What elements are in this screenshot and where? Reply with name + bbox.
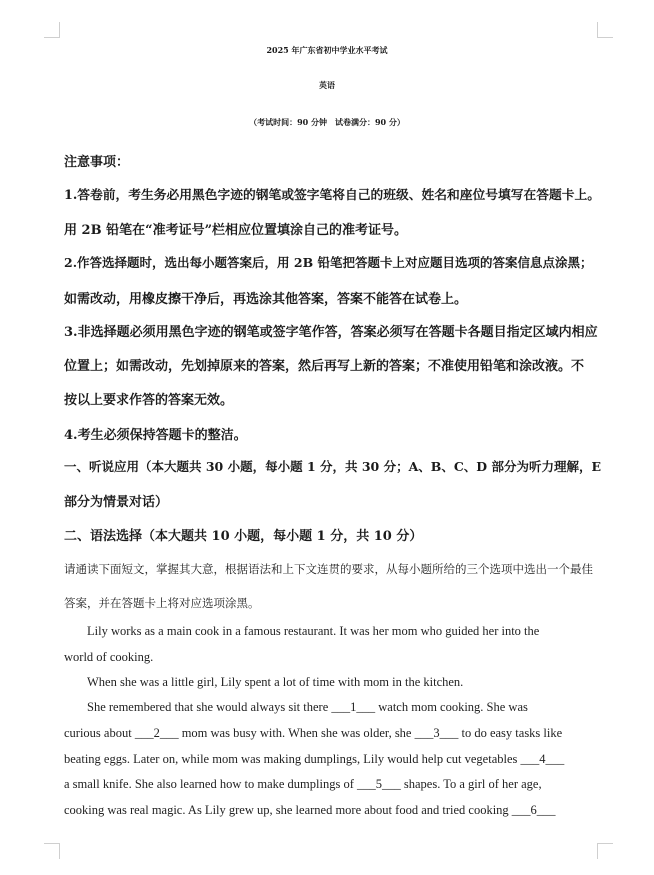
crop-mark-bottom-left: [44, 843, 60, 859]
notes-heading: 注意事项：: [64, 155, 130, 170]
section2-heading: 二、语法选择（本大题共 10 小题，每小题 1 分，共 10 分）: [64, 529, 423, 544]
crop-mark-top-left: [44, 22, 60, 38]
note-line-8: 4.考生必须保持答题卡的整洁。: [64, 428, 247, 443]
crop-mark-top-right: [597, 22, 613, 38]
note-line-1: 1.答卷前，考生务必用黑色字迹的钢笔或签字笔将自己的班级、姓名和座位号填写在答题卡上。: [64, 188, 601, 203]
note-line-3: 2.作答选择题时，选出每小题答案后，用 2B 铅笔把答题卡上对应题目选项的答案信息点涂黑；: [64, 255, 593, 270]
section2-instruction-1: 请通读下面短文，掌握其大意，根据语法和上下文连贯的要求，从每小题所给的三个选项中选出一个最佳: [64, 562, 593, 576]
passage-line: Lily works as a main cook in a famous restaurant. It was her mom who guided her into the: [87, 624, 540, 638]
note-line-4: 如需改动，用橡皮擦干净后，再选涂其他答案，答案不能答在试卷上。: [64, 292, 468, 307]
exam-timing: （考试时间：90 分钟 试卷满分：90 分）: [249, 117, 405, 127]
exam-title: 2025 年广东省初中学业水平考试: [266, 45, 388, 55]
crop-mark-bottom-right: [597, 843, 613, 859]
section1-line-1: 一、听说应用（本大题共 30 小题，每小题 1 分，共 30 分；A、B、C、D 部分为听力理解，E: [64, 459, 602, 474]
passage-line: cooking was real magic. As Lily grew up, she learned more about food and tried cooking ___6___: [64, 803, 556, 817]
note-line-7: 按以上要求作答的答案无效。: [64, 393, 234, 408]
passage-line: When she was a little girl, Lily spent a lot of time with mom in the kitchen.: [87, 675, 464, 689]
note-line-2: 用 2B 铅笔在“准考证号”栏相应位置填涂自己的准考证号。: [64, 223, 408, 238]
section1-line-2: 部分为情景对话）: [64, 495, 169, 510]
passage-line: beating eggs. Later on, while mom was making dumplings, Lily would help cut vegetables ___4___: [64, 752, 565, 766]
passage-line: a small knife. She also learned how to make dumplings of ___5___ shapes. To a girl of her age,: [64, 777, 542, 791]
note-line-6: 位置上；如需改动，先划掉原来的答案，然后再写上新的答案；不准使用铅笔和涂改液。不: [64, 359, 585, 374]
note-line-5: 3.非选择题必须用黑色字迹的钢笔或签字笔作答，答案必须写在答题卡各题目指定区域内相应: [64, 325, 598, 340]
section2-instruction-2: 答案，并在答题卡上将对应选项涂黑。: [64, 596, 260, 610]
passage-line: She remembered that she would always sit there ___1___ watch mom cooking. She was: [87, 700, 528, 714]
passage-line: curious about ___2___ mom was busy with. When she was older, she ___3___ to do easy tasks like: [64, 726, 563, 740]
passage-line: world of cooking.: [64, 650, 154, 664]
exam-subject: 英语: [319, 80, 335, 90]
